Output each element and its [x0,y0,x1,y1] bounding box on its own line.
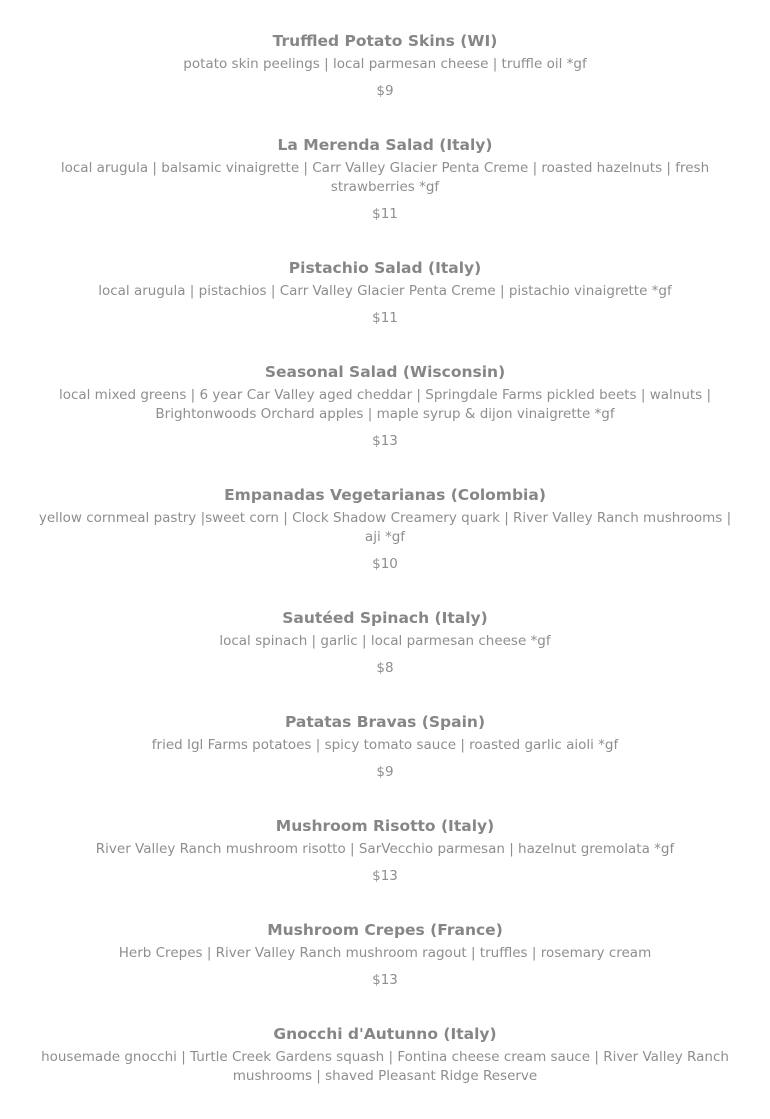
menu-item-name: Mushroom Crepes (France) [267,921,503,939]
menu-item-description: local arugula | balsamic vinaigrette | Carr Valley Glacier Penta Creme | roasted hazelnuts | fresh strawberries *gf [60,160,710,195]
menu-item-description: housemade gnocchi | Turtle Creek Gardens squash | Fontina cheese cream sauce | River Valley Ranch mushrooms | shaved Pleasant Ridge Reserve [41,1049,729,1084]
menu-item-price: $9 [376,764,394,780]
menu-item-name: Pistachio Salad (Italy) [288,259,482,277]
menu-item-name: Truffled Potato Skins (WI) [272,32,498,50]
menu-item-description: fried Igl Farms potatoes | spicy tomato sauce | roasted garlic aioli *gf [151,737,619,753]
menu-item [0,257,770,328]
menu-item [0,484,770,574]
menu-item-price: $10 [372,556,398,572]
menu-item [0,361,770,451]
menu-item-name: La Merenda Salad (Italy) [277,136,493,154]
menu-item-price: $13 [372,868,398,884]
menu-item-price: $13 [372,433,398,449]
menu-item-price: $11 [372,310,398,326]
menu-item-name: Seasonal Salad (Wisconsin) [264,363,506,381]
menu-item [0,134,770,224]
menu-item [0,711,770,782]
menu-item-name: Gnocchi d'Autunno (Italy) [273,1025,497,1043]
menu-list [0,30,770,1119]
menu-item-description: River Valley Ranch mushroom risotto | SarVecchio parmesan | hazelnut gremolata *gf [95,841,675,857]
menu-item [0,815,770,886]
menu-item-description: Herb Crepes | River Valley Ranch mushroom ragout | truffles | rosemary cream [118,945,652,961]
menu-item-name: Patatas Bravas (Spain) [284,713,486,731]
menu-item-price: $8 [376,660,394,676]
menu-item [0,30,770,101]
menu-item-description: local mixed greens | 6 year Car Valley aged cheddar | Springdale Farms pickled beets | walnuts | Brightonwoods Orchard apples | maple syrup & dijon vinaigrette *gf [58,387,712,422]
menu-item-price: $11 [372,206,398,222]
menu-item [0,1023,770,1086]
menu-item-name: Mushroom Risotto (Italy) [275,817,495,835]
menu-item-description: local arugula | pistachios | Carr Valley Glacier Penta Creme | pistachio vinaigrette *gf [98,283,672,299]
menu-item-description: yellow cornmeal pastry |sweet corn | Clock Shadow Creamery quark | River Valley Ranch mushrooms | aji *gf [38,510,732,545]
menu-item [0,607,770,678]
menu-item-description: potato skin peelings | local parmesan cheese | truffle oil *gf [183,56,587,72]
menu-item-description: local spinach | garlic | local parmesan cheese *gf [219,633,551,649]
menu-item-price: $13 [372,972,398,988]
menu-item [0,919,770,990]
menu-item-name: Empanadas Vegetarianas (Colombia) [224,486,546,504]
menu-item-name: Sautéed Spinach (Italy) [282,609,488,627]
menu-item-price: $9 [376,83,394,99]
